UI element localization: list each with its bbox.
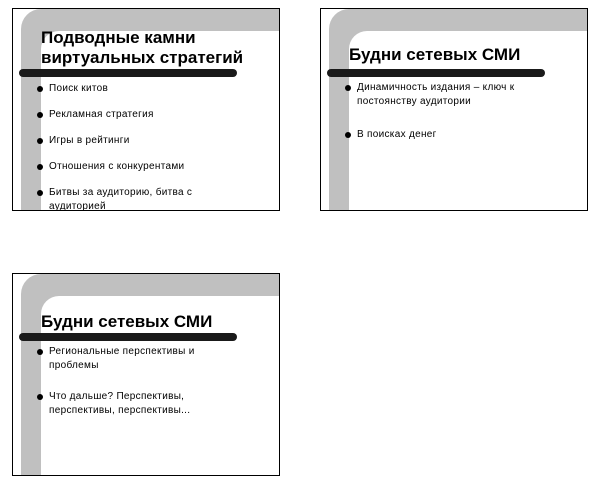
title-underline-bar bbox=[19, 333, 237, 341]
slide-title: Подводные камни виртуальных стратегий bbox=[41, 28, 244, 67]
list-item: Динамичность издания – ключ к постоянству аудитории bbox=[345, 81, 555, 109]
list-item: Битвы за аудиторию, битва с аудиторией bbox=[37, 186, 249, 211]
list-item: Поиск китов bbox=[37, 82, 267, 96]
bullet-icon bbox=[37, 112, 43, 118]
list-item: Региональные перспективы и проблемы bbox=[37, 345, 227, 373]
bullet-icon bbox=[37, 190, 43, 196]
list-item: Рекламная стратегия bbox=[37, 108, 267, 122]
bullet-icon bbox=[37, 86, 43, 92]
list-item: Игры в рейтинги bbox=[37, 134, 267, 148]
list-item: В поисках денег bbox=[345, 128, 555, 142]
slide-thumbnail-2[interactable] bbox=[320, 8, 588, 211]
list-item: Отношения с конкурентами bbox=[37, 160, 267, 174]
bullet-icon bbox=[37, 394, 43, 400]
bullet-list bbox=[37, 82, 267, 211]
bullet-icon bbox=[37, 164, 43, 170]
decorative-band-top bbox=[21, 274, 279, 296]
slide-title: Будни сетевых СМИ bbox=[349, 45, 521, 64]
bullet-icon bbox=[345, 132, 351, 138]
list-item: Что дальше? Перспективы, перспективы, перспективы... bbox=[37, 390, 227, 418]
decorative-band-top bbox=[329, 9, 587, 31]
bullet-list bbox=[345, 81, 555, 142]
bullet-icon bbox=[37, 349, 43, 355]
slide-title: Будни сетевых СМИ bbox=[41, 312, 213, 331]
slide-thumbnail-3[interactable] bbox=[12, 273, 280, 476]
bullet-list bbox=[37, 345, 227, 418]
bullet-icon bbox=[37, 138, 43, 144]
title-underline-bar bbox=[327, 69, 545, 77]
title-underline-bar bbox=[19, 69, 237, 77]
bullet-icon bbox=[345, 85, 351, 91]
slide-thumbnail-1[interactable] bbox=[12, 8, 280, 211]
